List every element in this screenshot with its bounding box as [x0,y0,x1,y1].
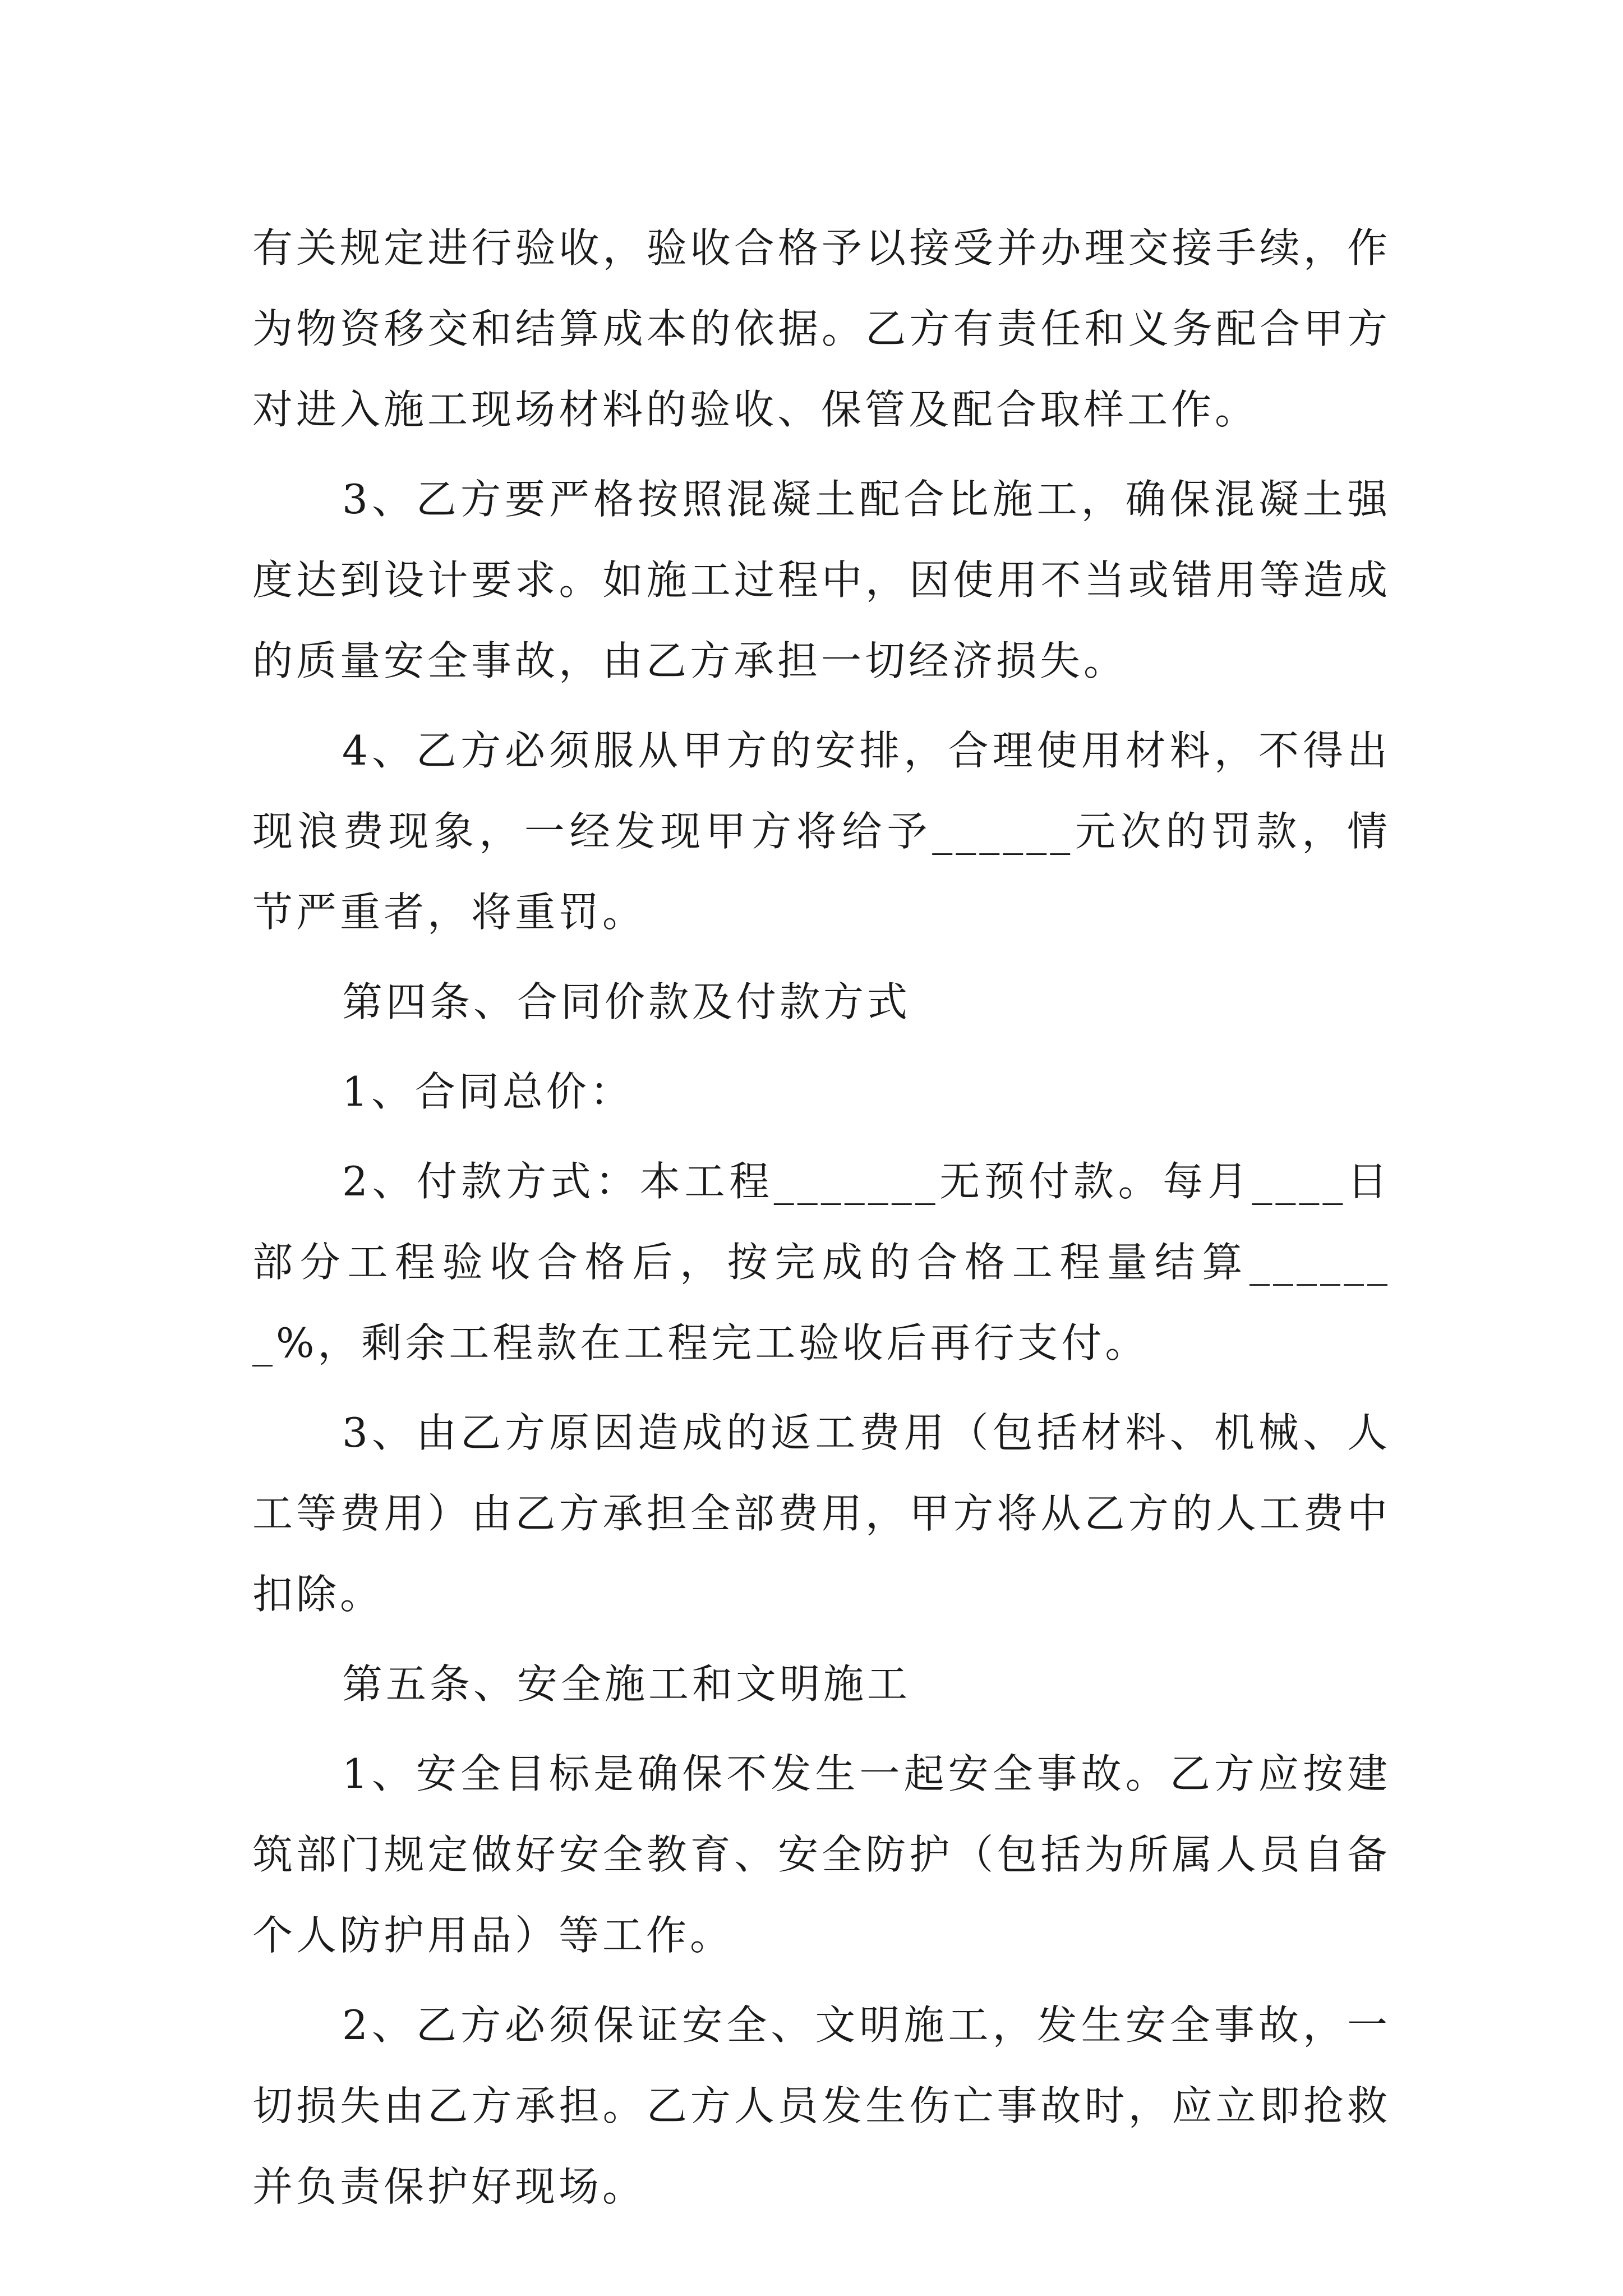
paragraph-clause-3-4: 4、乙方必须服从甲方的安排，合理使用材料，不得出现浪费现象，一经发现甲方将给予______元次的罚款，情节严重者，将重罚。 [252,727,1391,936]
paragraph-clause-4-1: 1、合同总价： [342,1068,634,1115]
section-heading-article-5: 第五条、安全施工和文明施工 [342,1660,911,1708]
paragraph-clause-5-2: 2、乙方必须保证安全、文明施工，发生安全事故，一切损失由乙方承担。乙方人员发生伤亡事故时，应立即抢救并负责保护好现场。 [252,2001,1391,2210]
paragraph-clause-4-2: 2、付款方式：本工程_______无预付款。每月____日部分工程验收合格后，按完成的合格工程量结算_______%，剩余工程款在工程完工验收后再行支付。 [252,1158,1391,1366]
section-heading-article-4: 第四条、合同价款及付款方式 [342,978,911,1025]
paragraph-clause-4-3: 3、由乙方原因造成的返工费用（包括材料、机械、人工等费用）由乙方承担全部费用，甲方将从乙方的人工费中扣除。 [252,1409,1391,1618]
document-body [252,208,1391,2236]
paragraph-continued-clause: 有关规定进行验收，验收合格予以接受并办理交接手续，作为物资移交和结算成本的依据。乙方有责任和义务配合甲方对进入施工现场材料的验收、保管及配合取样工作。 [252,224,1391,433]
paragraph-clause-5-1: 1、安全目标是确保不发生一起安全事故。乙方应按建筑部门规定做好安全教育、安全防护（包括为所属人员自备个人防护用品）等工作。 [252,1750,1391,1959]
paragraph-clause-3-3: 3、乙方要严格按照混凝土配合比施工，确保混凝土强度达到设计要求。如施工过程中，因使用不当或错用等造成的质量安全事故，由乙方承担一切经济损失。 [252,476,1391,684]
